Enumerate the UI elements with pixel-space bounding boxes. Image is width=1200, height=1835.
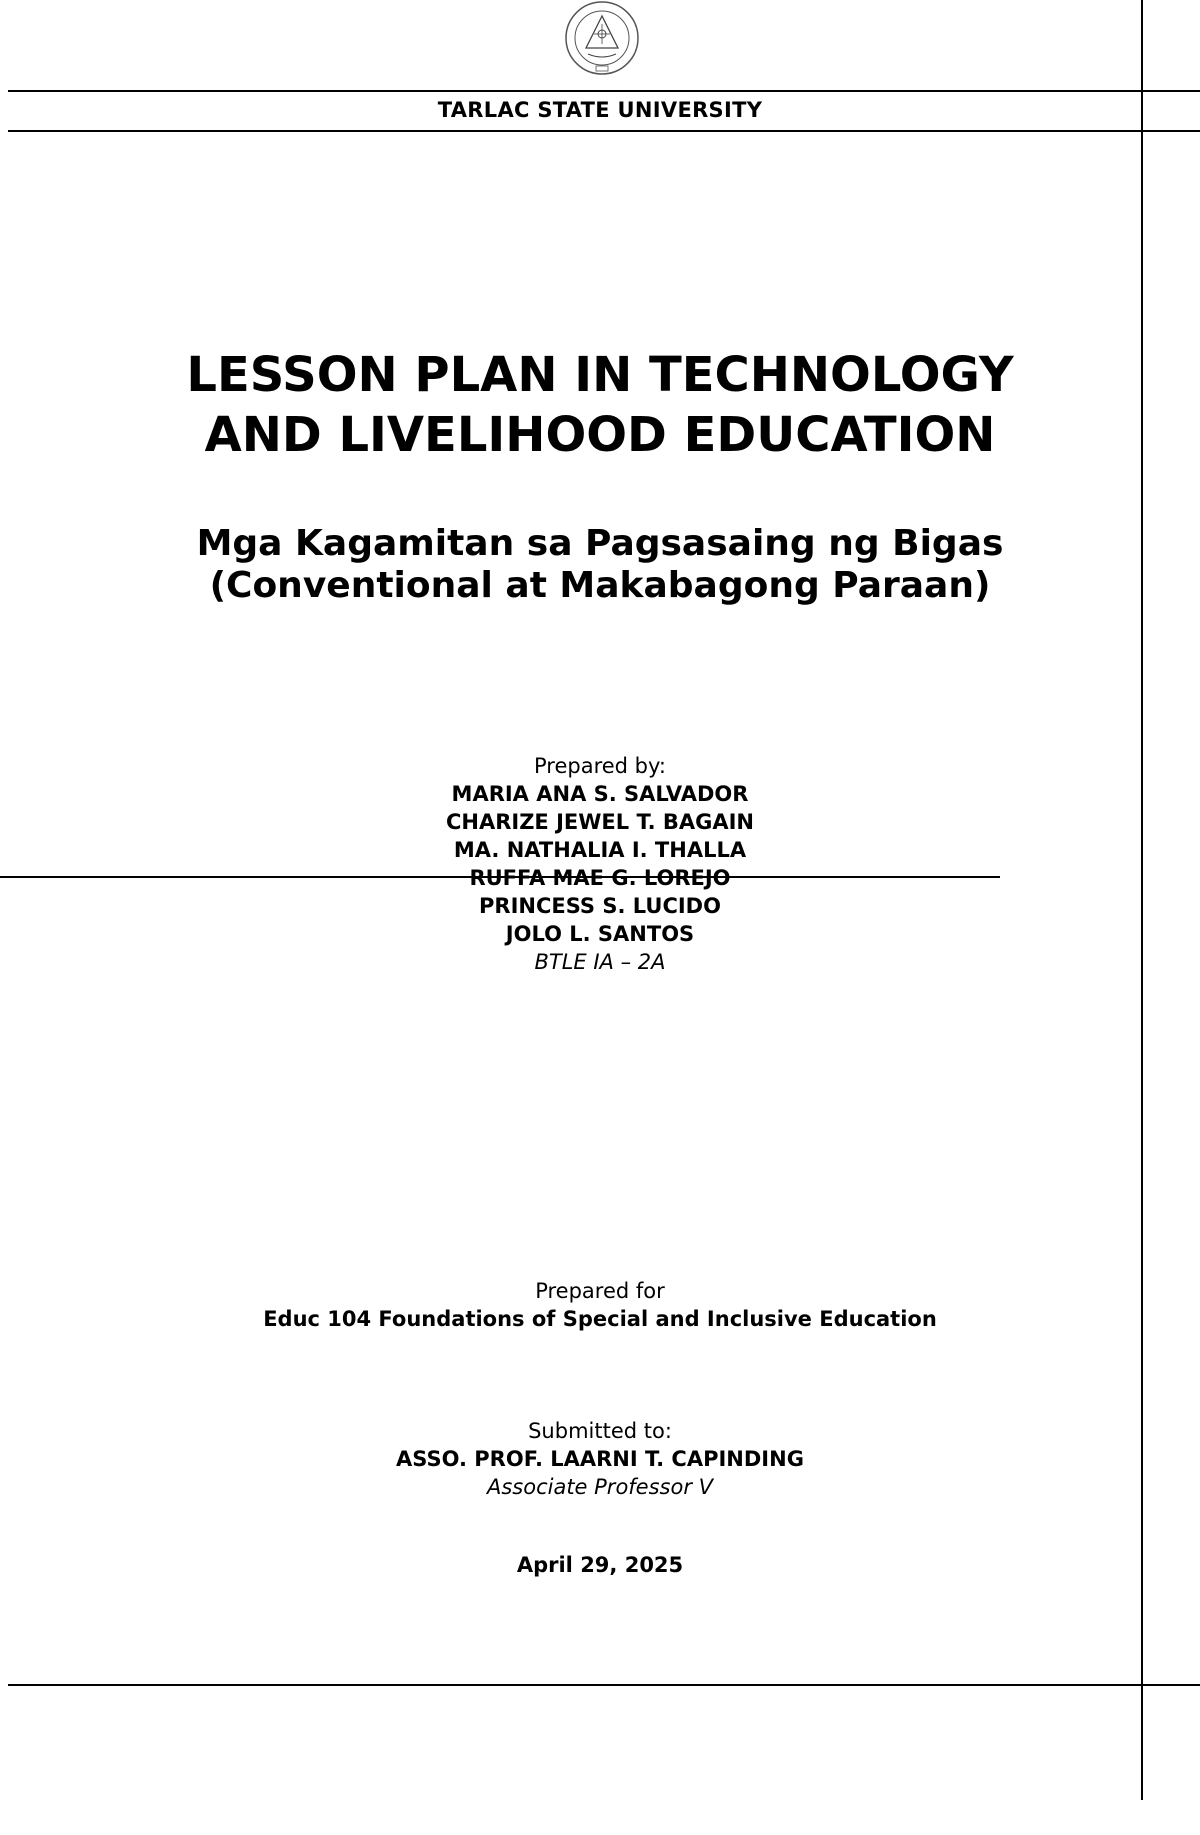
university-seal-icon xyxy=(556,0,648,84)
professor-position: Associate Professor V xyxy=(486,1475,714,1499)
author-name: CHARIZE JEWEL T. BAGAIN xyxy=(445,810,755,834)
prepared-for-label: Prepared for xyxy=(535,1279,665,1303)
author-name: JOLO L. SANTOS xyxy=(505,922,695,946)
header-bottom-rule xyxy=(8,130,1200,132)
date-text: April 29, 2025 xyxy=(516,1553,684,1577)
professor-name: ASSO. PROF. LAARNI T. CAPINDING xyxy=(396,1447,804,1471)
author-name: RUFFA MAE G. LOREJO xyxy=(469,866,731,890)
title-line-2: AND LIVELIHOOD EDUCATION xyxy=(204,407,996,463)
subtitle-line-1: Mga Kagamitan sa Pagsasaing ng Bigas xyxy=(196,523,1004,564)
document-subtitle xyxy=(0,523,1200,607)
document-title xyxy=(0,345,1200,465)
class-section: BTLE IA – 2A xyxy=(534,950,666,974)
footer-rule xyxy=(8,1684,1200,1686)
submitted-to-block xyxy=(0,1417,1200,1501)
author-name: MA. NATHALIA I. THALLA xyxy=(453,838,747,862)
prepared-for-block xyxy=(0,1277,1200,1333)
author-name: MARIA ANA S. SALVADOR xyxy=(451,782,749,806)
university-name: TARLAC STATE UNIVERSITY xyxy=(437,98,763,122)
subtitle-line-2: (Conventional at Makabagong Paraan) xyxy=(209,565,991,606)
author-name: PRINCESS S. LUCIDO xyxy=(479,894,721,918)
submission-date xyxy=(0,1551,1200,1579)
author-list xyxy=(0,780,1200,948)
course-name: Educ 104 Foundations of Special and Inclusive Education xyxy=(263,1307,937,1331)
header-top-rule xyxy=(8,90,1200,92)
title-line-1: LESSON PLAN IN TECHNOLOGY xyxy=(186,347,1014,403)
submitted-to-label: Submitted to: xyxy=(528,1419,672,1443)
prepared-by-block xyxy=(0,752,1200,976)
prepared-by-label: Prepared by: xyxy=(534,754,666,778)
